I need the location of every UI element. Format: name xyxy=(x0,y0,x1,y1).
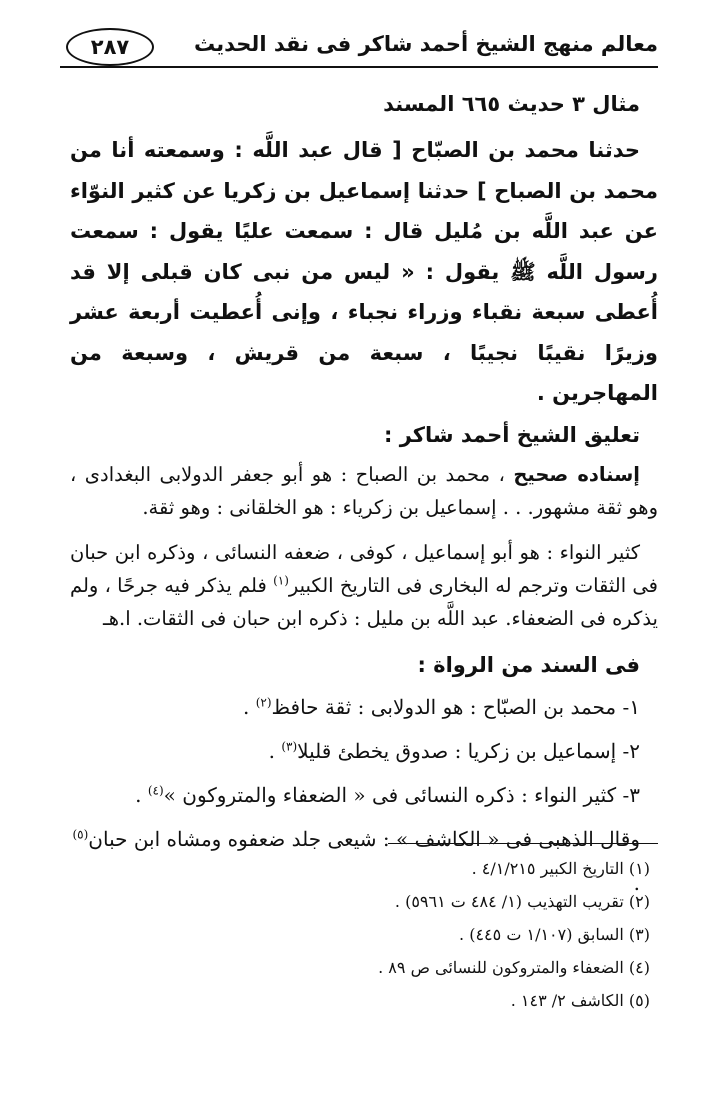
commentary-heading: تعليق الشيخ أحمد شاكر : xyxy=(384,422,640,447)
narrator-item xyxy=(70,685,658,729)
page-number-badge: ٢٨٧ xyxy=(66,28,154,66)
narrator-end: . xyxy=(243,694,256,719)
footnote: (٢) تقريب التهذيب (١/ ٤٨٤ ت ٥٩٦١) . xyxy=(394,892,650,911)
dhahabi-note-text: وقال الذهبى فى « الكاشف » : شيعى جلد ضعفوه ومشاه ابن حبان xyxy=(88,826,640,851)
footnote-ref-1: (١) xyxy=(273,573,289,587)
narrator-end: . xyxy=(135,782,148,807)
commentary-paragraph-1 xyxy=(70,458,658,524)
footnote: (٣) السابق (١/١٠٧ ت ٤٤٥) . xyxy=(459,925,650,944)
footnote: (١) التاريخ الكبير ٤/١/٢١٥ . xyxy=(471,859,650,878)
narrators-heading: فى السند من الرواة : xyxy=(417,652,640,677)
commentary-paragraph-2 xyxy=(70,536,658,635)
footnote: (٤) الضعفاء والمتروكون للنسائى ص ٨٩ . xyxy=(378,958,650,977)
header-rule xyxy=(60,66,658,68)
dhahabi-note-end: . xyxy=(633,870,640,895)
narrator-item xyxy=(70,773,658,817)
narrator-text: ٢- إسماعيل بن زكريا : صدوق يخطئ قليلا xyxy=(297,738,640,763)
footnote-separator xyxy=(388,843,658,844)
narrator-end: . xyxy=(268,738,282,763)
example-heading: مثال ٣ حديث ٦٦٥ المسند xyxy=(383,92,640,116)
running-header xyxy=(60,28,658,66)
footnote: (٥) الكاشف ٢/ ١٤٣ . xyxy=(510,991,650,1010)
footnote-ref-5: (٥) xyxy=(72,826,89,841)
commentary-paragraph-2-text-b: فلم يذكر فيه جرحًا ، ولم يذكره فى الضعفاء. عبد اللَّه بن مليل : ذكره ابن حبان فى الثقات. ا.هـ xyxy=(70,573,658,630)
narrator-text: ١- محمد بن الصبّاح : هو الدولابى : ثقة حافظ xyxy=(271,694,640,719)
isnad-verdict: إسناده صحيح xyxy=(513,462,640,486)
commentary-paragraph-2-text-a: كثير النواء : هو أبو إسماعيل ، كوفى ، ضعفه النسائى ، وذكره ابن حبان فى الثقات وترجم له البخارى فى التاريخ الكبير xyxy=(70,540,658,597)
footnote-ref-3: (٣) xyxy=(281,738,298,753)
footnote-ref-2: (٢) xyxy=(255,694,272,709)
narrator-item xyxy=(70,729,658,773)
main-content xyxy=(70,82,658,905)
header-title: معالم منهج الشيخ أحمد شاكر فى نقد الحديث xyxy=(194,32,658,56)
narrator-text: ٣- كثير النواء : ذكره النسائى فى « الضعفاء والمتروكون » xyxy=(163,782,640,807)
commentary-paragraph-1-text: ، محمد بن الصباح : هو أبو جعفر الدولابى البغدادى ، وهو ثقة مشهور. . . إسماعيل بن زكرياء : هو الخلقانى : وهو ثقة. xyxy=(70,462,658,519)
footnote-ref-4: (٤) xyxy=(147,782,164,797)
footnotes xyxy=(70,852,650,1017)
hadith-text: حدثنا محمد بن الصبّاح [ قال عبد اللَّه : وسمعته أنا من محمد بن الصباح ] حدثنا إسماعيل بن زكريا عن كثير النوّاء عن عبد اللَّه بن مُليل قال : سمعت عليًا يقول : سمعت رسول اللَّه ﷺ يقول : « ليس من نبى كان قبلى إلا قد أُعطى سبعة نقباء وزراء نجباء ، وإنى أُعطيت أربعة عشر وزيرًا نقيبًا نجيبًا ، سبعة من قريش ، وسبعة من المهاجرين . xyxy=(70,138,658,405)
